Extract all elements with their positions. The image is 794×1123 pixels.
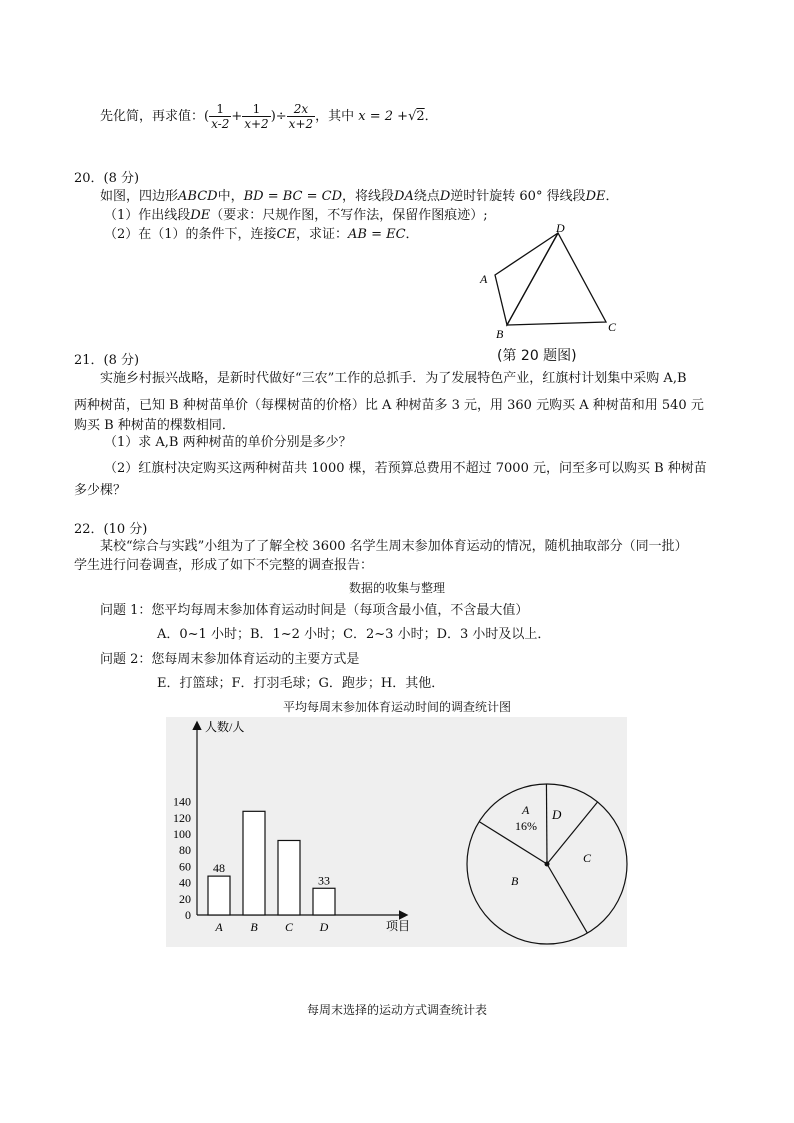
bar-chart xyxy=(166,717,426,947)
fraction-1: $\frac{1}{x-2}$ xyxy=(211,102,230,131)
pie-label-d: D xyxy=(552,807,562,822)
sqrt-icon: √ xyxy=(408,109,417,124)
label-b: B xyxy=(496,327,504,341)
q20-header: 20．(8 分) xyxy=(74,171,140,186)
q21-header: 21．(8 分) xyxy=(74,353,140,368)
pie-center xyxy=(545,862,550,867)
q21-part1: （1）求 A,B 两种树苗的单价分别是多少？ xyxy=(104,435,352,450)
pie-chart xyxy=(460,770,632,947)
y-tick-label: 20 xyxy=(179,891,191,906)
q21-part3: 多少棵？ xyxy=(74,483,127,498)
y-tick-label: 0 xyxy=(185,908,191,922)
triangle-abd xyxy=(495,233,558,325)
x-tick-label: C xyxy=(284,920,294,934)
q21-line1: 实施乡村振兴战略，是新时代做好“三农”工作的总抓手．为了发展特色产业，红旗村计划集中采购 A,B xyxy=(100,371,687,386)
q21-part2: （2）红旗村决定购买这两种树苗共 1000 棵，若预算总费用不超过 7000 元，问至多可以购买 B 种树苗 xyxy=(104,461,707,476)
question-1-text: 问题 1：您平均每周末参加体育运动时间是（每项含最小值，不含最大值） xyxy=(100,603,529,618)
bar-c xyxy=(278,840,300,915)
question-2-text: 问题 2：您每周末参加体育运动的主要方式是 xyxy=(100,652,360,667)
y-ticks xyxy=(173,795,191,922)
table-title: 每周末选择的运动方式调查统计表 xyxy=(306,1003,487,1017)
pie-slice-boundary xyxy=(547,864,587,933)
pie-label-b: B xyxy=(511,874,519,888)
pie-dividers xyxy=(479,784,597,933)
bar-b xyxy=(243,811,265,915)
x-tick-label: D xyxy=(319,920,329,934)
label-c: C xyxy=(608,320,617,334)
data-label: 48 xyxy=(213,861,225,876)
y-tick-label: 40 xyxy=(179,875,191,890)
y-tick-label: 100 xyxy=(173,827,191,841)
label-a: A xyxy=(480,272,488,286)
q22-line1: 某校“综合与实践”小组为了了解全校 3600 名学生周末参加体育运动的情况，随机抽取部分（同一批） xyxy=(100,539,688,554)
pie-annotation-a: 16% xyxy=(515,819,537,833)
q20-intro: 如图，四边形ABCD中，BD = BC = CD，将线段DA绕点D逆时针旋转 60° 得线段DE． xyxy=(100,189,619,204)
x-tick-label: B xyxy=(250,920,258,934)
q21-line2: 两种树苗，已知 B 种树苗单价（每棵树苗的价格）比 A 种树苗多 3 元，用 360 元购买 A 种树苗和用 540 元 xyxy=(74,398,704,413)
figure-caption: (第 20 题图) xyxy=(497,348,577,364)
q22-header: 22．(10 分) xyxy=(74,522,148,537)
q19-prefix: 先化简，再求值：( xyxy=(100,109,210,124)
chart-title: 平均每周末参加体育运动时间的调查统计图 xyxy=(282,700,511,714)
pie-slice-boundary xyxy=(546,784,547,864)
data-label: 33 xyxy=(318,873,330,888)
y-tick-label: 140 xyxy=(173,794,191,809)
triangle-bcd xyxy=(507,233,606,325)
question-2-options: E．打篮球；F．打羽毛球；G．跑步；H．其他． xyxy=(157,676,445,691)
bar-a xyxy=(208,876,230,915)
bar-d xyxy=(313,888,335,915)
q22-line2: 学生进行问卷调查，形成了如下不完整的调查报告： xyxy=(74,558,374,573)
label-d: D xyxy=(556,221,565,235)
fraction-3: $\frac{2x}{x+2}$ xyxy=(288,102,314,131)
q21-line3: 购买 B 种树苗的棵数相同． xyxy=(74,418,235,433)
fraction-2: $\frac{1}{x+2}$ xyxy=(244,102,269,131)
q20-part1: （1）作出线段DE（要求：尺规作图，不写作法，保留作图痕迹）; xyxy=(104,208,488,223)
q19-expression: 先化简，再求值：( $\frac{1}{x-2}$ + $\frac{1}{x+2}$ )÷ $\frac{2x}{x+2}$ ，其中 x = 2 +√2． xyxy=(100,102,438,131)
x-axis-label: 项目 xyxy=(386,919,411,933)
y-tick-label: 60 xyxy=(179,859,191,874)
question-1-options: A．0~1 小时；B．1~2 小时；C．2~3 小时；D．3 小时及以上． xyxy=(157,627,551,642)
y-tick-label: 80 xyxy=(179,843,191,858)
y-tick-label: 120 xyxy=(173,810,191,825)
q20-part2: （2）在（1）的条件下，连接CE，求证：AB = EC． xyxy=(104,227,419,242)
y-axis-label: 人数/人 xyxy=(205,720,245,734)
pie-label-c: C xyxy=(583,851,592,865)
pie-label-a: A xyxy=(522,803,530,817)
x-tick-label: A xyxy=(215,920,223,934)
section-title: 数据的收集与整理 xyxy=(348,581,445,595)
q20-figure xyxy=(470,220,630,345)
